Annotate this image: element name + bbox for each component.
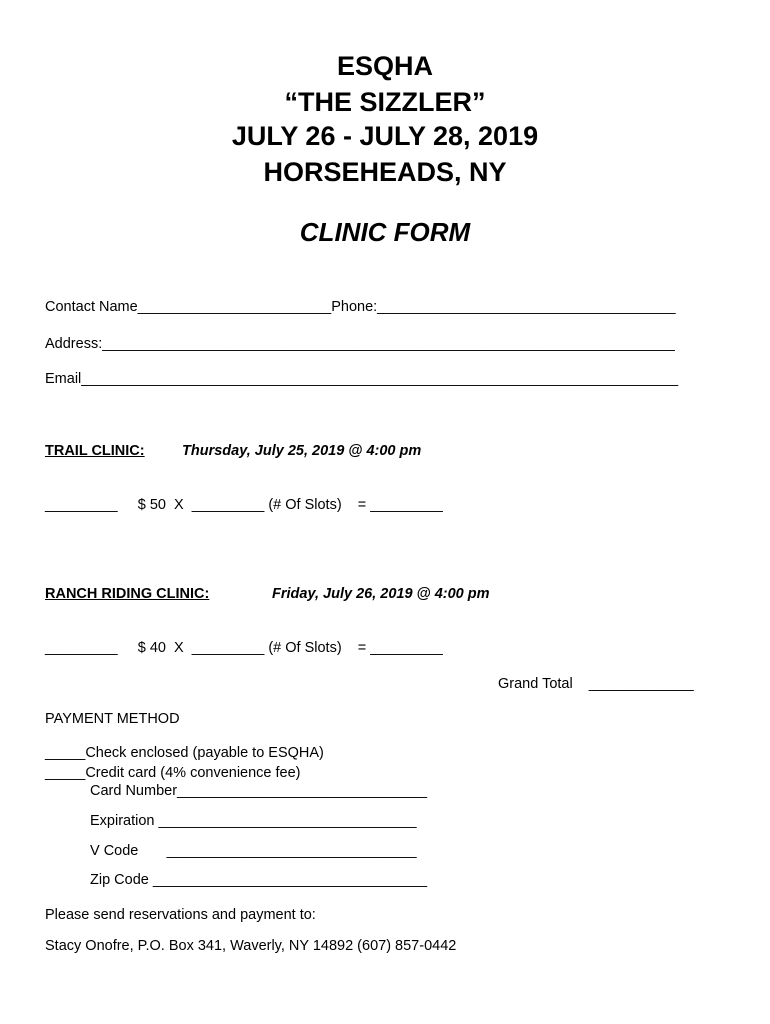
mailing-address: Stacy Onofre, P.O. Box 341, Waverly, NY 14892 (607) 857-0442 [45,938,457,954]
ranch-clinic-label: RANCH RIDING CLINIC: [45,586,210,602]
ranch-clinic-date: Friday, July 26, 2019 @ 4:00 pm [272,586,490,602]
payment-method-heading: PAYMENT METHOD [45,711,180,727]
check-option[interactable]: _____Check enclosed (payable to ESQHA) [45,745,324,761]
header-line-event: “THE SIZZLER” [284,87,486,117]
header-line-org: ESQHA [336,51,434,81]
vcode-field[interactable]: V Code _______________________________ [90,843,417,859]
contact-name-phone-field[interactable]: Contact Name________________________Phone:_____________________________________ [45,299,676,315]
form-title: CLINIC FORM [299,217,471,247]
trail-clinic-calc-line[interactable]: _________ $ 50 X _________ (# Of Slots) = _________ [45,497,443,513]
trail-clinic-label: TRAIL CLINIC: [45,443,145,459]
card-number-field[interactable]: Card Number_______________________________ [90,783,428,799]
zip-code-field[interactable]: Zip Code __________________________________ [90,872,428,888]
expiration-field[interactable]: Expiration ________________________________ [90,813,417,829]
credit-card-option[interactable]: _____Credit card (4% convenience fee) [45,765,301,781]
address-field[interactable]: Address:_______________________________________________________________________ [45,336,675,352]
grand-total-field[interactable]: Grand Total _____________ [498,676,694,692]
trail-clinic-date: Thursday, July 25, 2019 @ 4:00 pm [182,443,422,459]
email-field[interactable]: Email__________________________________________________________________________ [45,371,679,387]
ranch-clinic-calc-line[interactable]: _________ $ 40 X _________ (# Of Slots) = _________ [45,640,443,656]
send-instructions: Please send reservations and payment to: [45,907,316,923]
header-line-location: HORSEHEADS, NY [263,157,507,187]
header-line-dates: JULY 26 - JULY 28, 2019 [231,121,539,151]
